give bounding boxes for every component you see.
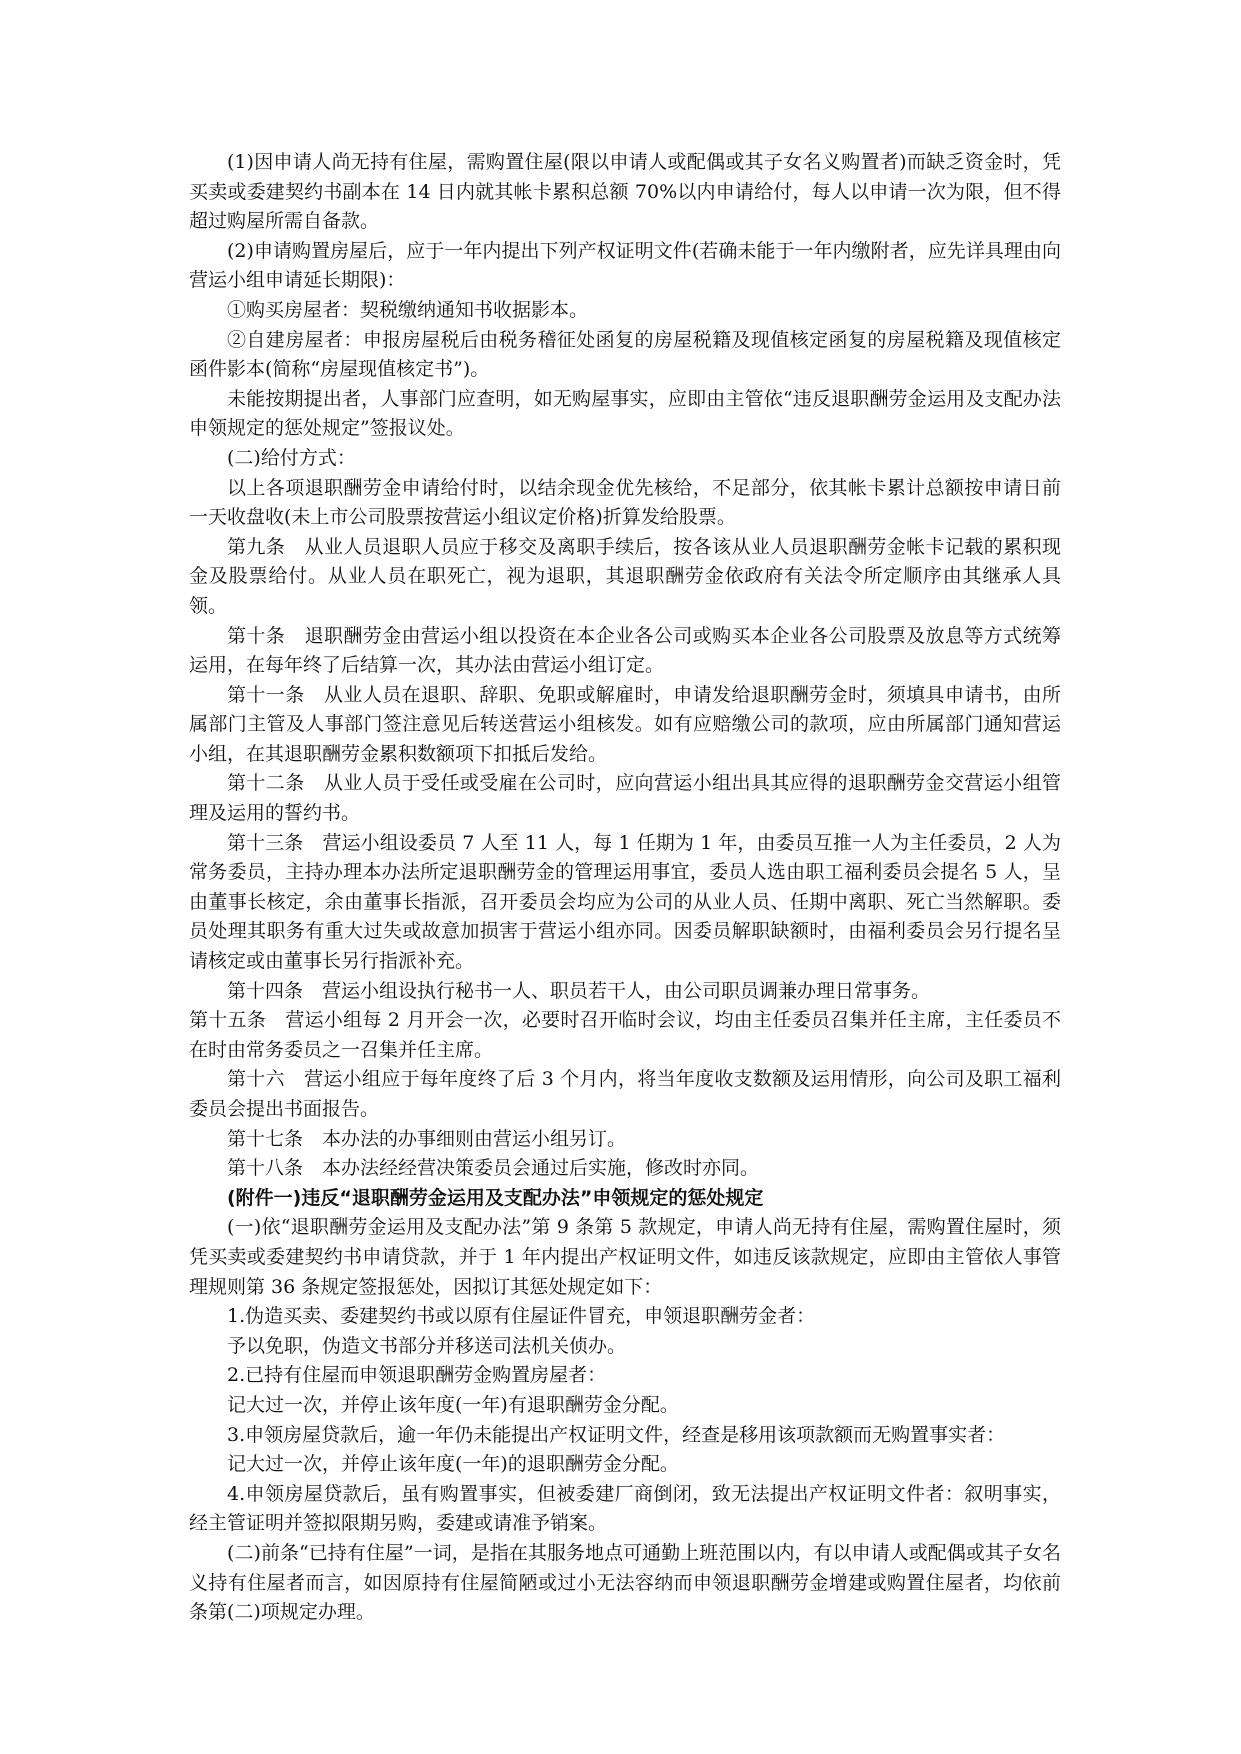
paragraph: ②自建房屋者：申报房屋税后由税务稽征处函复的房屋税籍及现值核定函复的房屋税籍及现值核定函件影本(简称“房屋现值核定书”)。 (189, 328, 1061, 381)
appendix-paragraph: 1.伪造买卖、委建契约书或以原有住屋证件冒充，申领退职酬劳金者： (227, 1305, 816, 1328)
article-14: 第十四条 营运小组设执行秘书一人、职员若干人，由公司职员调兼办理日常事务。 (227, 979, 931, 1002)
paragraph: ①购买房屋者：契税缴纳通知书收据影本。 (227, 298, 589, 321)
appendix-heading: (附件一)违反“退职酬劳金运用及支配办法”申领规定的惩处规定 (227, 1186, 764, 1209)
article-12: 第十二条 从业人员于受任或受雇在公司时，应向营运小组出具其应得的退职酬劳金交营运小组管理及运用的誓约书。 (189, 772, 1061, 825)
document-page (189, 148, 1061, 1628)
paragraph: 以上各项退职酬劳金申请给付时，以结余现金优先核给，不足部分，依其帐卡累计总额按申请日前一天收盘收(未上市公司股票按营运小组议定价格)折算发给股票。 (189, 476, 1061, 529)
article-10: 第十条 退职酬劳金由营运小组以投资在本企业各公司或购买本企业各公司股票及放息等方式统筹运用，在每年终了后结算一次，其办法由营运小组订定。 (189, 624, 1061, 677)
appendix-paragraph: 予以免职，伪造文书部分并移送司法机关侦办。 (227, 1334, 627, 1357)
appendix-paragraph: (一)依“退职酬劳金运用及支配办法”第 9 条第 5 款规定，申请人尚无持有住屋，需购置住屋时，须凭买卖或委建契约书申请贷款，并于 1 年内提出产权证明文件，如违反该款规定，应即由主管依人事管理规则第 36 条规定签报惩处，因拟订其惩处规定如下： (189, 1216, 1061, 1298)
paragraph: 未能按期提出者，人事部门应查明，如无购屋事实，应即由主管依“违反退职酬劳金运用及支配办法申领规定的惩处规定”签报议处。 (189, 387, 1061, 440)
appendix-paragraph: 记大过一次，并停止该年度(一年)的退职酬劳金分配。 (227, 1453, 679, 1476)
appendix-paragraph: 2.已持有住屋而申领退职酬劳金购置房屋者： (227, 1364, 607, 1387)
appendix-paragraph: (二)前条“已持有住屋”一词，是指在其服务地点可通勤上班范围以内，有以申请人或配偶或其子女名义持有住屋者而言，如因原持有住屋简陋或过小无法容纳而申领退职酬劳金增建或购置住屋者，均依前条第(二)项规定办理。 (189, 1541, 1061, 1624)
article-15: 第十五条 营运小组每 2 月开会一次，必要时召开临时会议，均由主任委员召集并任主席，主任委员不在时由常务委员之一召集并任主席。 (189, 1009, 1061, 1061)
article-17: 第十七条 本办法的办事细则由营运小组另订。 (227, 1127, 627, 1150)
article-16: 第十六 营运小组应于每年度终了后 3 个月内，将当年度收支数额及运用情形，向公司及职工福利委员会提出书面报告。 (189, 1068, 1061, 1120)
article-9: 第九条 从业人员退职人员应于移交及离职手续后，按各该从业人员退职酬劳金帐卡记载的累积现金及股票给付。从业人员在职死亡，视为退职，其退职酬劳金依政府有关法令所定顺序由其继承人具领。 (189, 535, 1061, 617)
paragraph: (二)给付方式： (227, 446, 356, 469)
appendix-paragraph: 3.申领房屋贷款后，逾一年仍未能提出产权证明文件，经查是移用该项款额而无购置事实者： (227, 1423, 1006, 1446)
appendix-paragraph: 4.申领房屋贷款后，虽有购置事实，但被委建厂商倒闭，致无法提出产权证明文件者：叙明事实，经主管证明并签拟限期另购，委建或请准予销案。 (189, 1482, 1061, 1535)
article-18: 第十八条 本办法经经营决策委员会通过后实施，修改时亦同。 (227, 1157, 760, 1180)
paragraph: (1)因申请人尚无持有住屋，需购置住屋(限以申请人或配偶或其子女名义购置者)而缺乏资金时，凭买卖或委建契约书副本在 14 日内就其帐卡累积总额 70%以内申请给付，每人以申请一次为限，但不得超过购屋所需自备款。 (189, 151, 1061, 233)
paragraph: (2)申请购置房屋后，应于一年内提出下列产权证明文件(若确未能于一年内缴附者，应先详具理由向营运小组申请延长期限)： (189, 239, 1061, 292)
article-13: 第十三条 营运小组设委员 7 人至 11 人，每 1 任期为 1 年，由委员互推一人为主任委员，2 人为常务委员，主持办理本办法所定退职酬劳金的管理运用事宜，委员人选由职工福利委员会提名 5 人，呈由董事长核定，余由董事长指派，召开委员会均应为公司的从业人员、任期中离职、死亡当然解职。委员处理其职务有重大过失或故意加损害于营运小组亦同。因委员解职缺额时，由福利委员会另行提名呈请核定或由董事长另行指派补充。 (189, 831, 1061, 973)
appendix-paragraph: 记大过一次，并停止该年度(一年)有退职酬劳金分配。 (227, 1393, 679, 1416)
article-11: 第十一条 从业人员在退职、辞职、免职或解雇时，申请发给退职酬劳金时，须填具申请书，由所属部门主管及人事部门签注意见后转送营运小组核发。如有应赔缴公司的款项，应由所属部门通知营运小组，在其退职酬劳金累积数额项下扣抵后发给。 (189, 683, 1061, 765)
